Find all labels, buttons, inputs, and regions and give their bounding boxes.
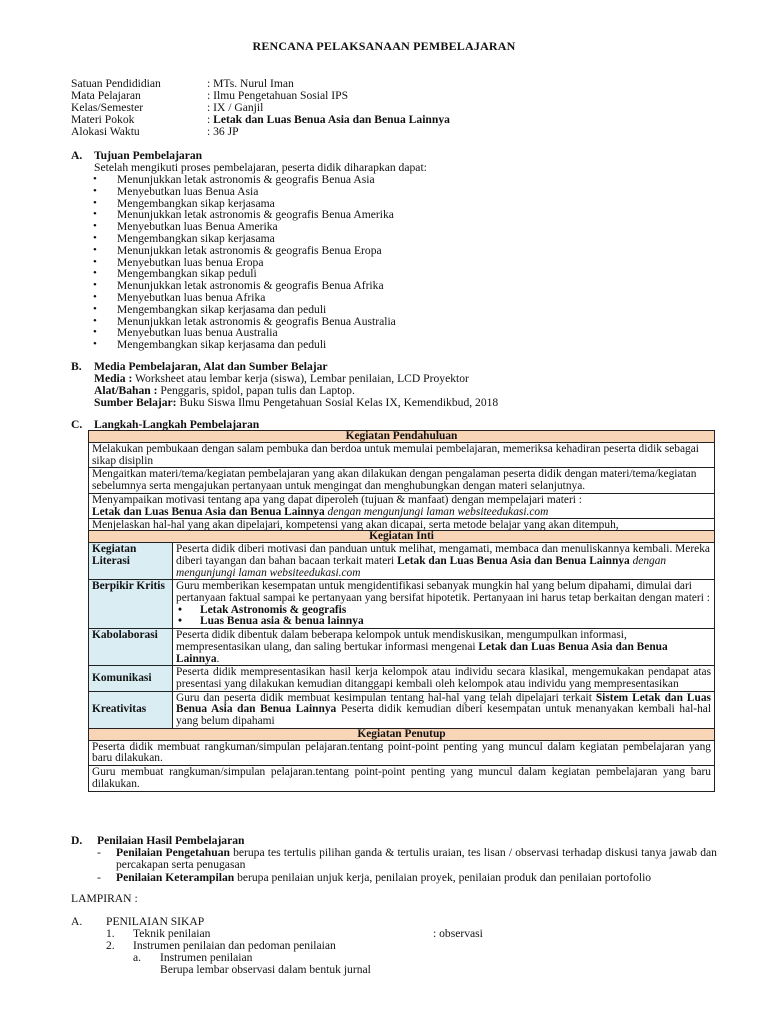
objective-item: • Mengembangkan sikap peduli: [93, 268, 396, 280]
objective-item: • Mengembangkan sikap kerjasama: [93, 198, 396, 210]
motivasi-link-text: dengan mengunjungi laman websiteedukasi.com: [324, 505, 549, 518]
lampiran-heading: LAMPIRAN :: [71, 892, 138, 905]
section-title: Penilaian Hasil Pembelajaran: [97, 834, 245, 847]
assessment-type: Penilaian Keterampilan: [116, 870, 235, 884]
objective-item: • Mengembangkan sikap kerjasama dan peduli: [93, 339, 396, 351]
penilaian-sikap-title: PENILAIAN SIKAP: [106, 915, 205, 928]
teknik-penilaian-label: Teknik penilaian: [133, 927, 211, 940]
objective-item: • Menyebutkan luas Benua Asia: [93, 186, 396, 198]
motivasi-row: [89, 493, 715, 518]
objective-item: • Menunjukkan letak astronomis & geografis Benua Afrika: [93, 280, 396, 292]
item-number: 2.: [106, 939, 115, 952]
objectives-list: [93, 174, 396, 351]
objective-item: • Mengembangkan sikap kerjasama: [93, 233, 396, 245]
identity-label: Kelas/Semester: [71, 101, 144, 114]
kreativitas-label: Kreativitas: [89, 691, 173, 728]
literasi-topic: Letak dan Luas Benua Asia dan Benua Lainnya: [397, 554, 630, 567]
media-label: Media :: [94, 372, 133, 385]
assessment-list: [97, 847, 717, 883]
alat-value: Penggaris, spidol, papan tulis dan Laptop.: [157, 384, 355, 397]
objective-item: • Menyebutkan luas benua Afrika: [93, 292, 396, 304]
section-letter: D.: [71, 834, 83, 847]
kreativitas-content: [173, 691, 715, 728]
section-letter: B.: [71, 360, 82, 373]
pendahuluan-header: Kegiatan Pendahuluan: [89, 431, 715, 443]
sub-item-letter: a.: [133, 951, 142, 964]
kolaborasi-text: Peserta didik dibentuk dalam beberapa kelompok untuk mendiskusikan, mengumpulkan informasi, mempresentasikan ulang, dan saling bertukar informasi mengenai: [176, 629, 627, 653]
kolaborasi-end: .: [216, 652, 220, 665]
alat-label: Alat/Bahan :: [94, 384, 158, 397]
section-a-intro: Setelah mengikuti proses pembelajaran, peserta didik diharapkan dapat:: [94, 161, 427, 174]
penutup-row: Peserta didik membuat rangkuman/simpulan pelajaran.tentang point-point penting yang muncul dalam kegiatan pembelajaran yang baru dilakukan.: [89, 740, 715, 765]
literasi-link-text: dengan mengunjungi laman websiteedukasi.com: [176, 554, 667, 579]
identity-label: Alokasi Waktu: [71, 125, 140, 138]
identity-label: Satuan Pendididian: [71, 77, 161, 90]
identity-value: : IX / Ganjil: [207, 101, 264, 114]
identity-label: Materi Pokok: [71, 113, 135, 126]
objective-item: • Mengembangkan sikap kerjasama dan peduli: [93, 304, 396, 316]
objective-item: • Menyebutkan luas Benua Amerika: [93, 221, 396, 233]
kritis-text: Guru memberikan kesempatan untuk mengidentifikasi sebanyak mungkin hal yang belum dipahami, dimulai dari pertanyaan faktual sampai ke pertanyaan yang bersifat hipotetik. Pertanyaan ini harus tetap berkaitan dengan materi :: [176, 580, 710, 605]
section-title: Langkah-Langkah Pembelajaran: [94, 418, 260, 431]
instrumen-desc: Berupa lembar observasi dalam bentuk jurnal: [160, 963, 371, 976]
identity-value: [207, 114, 450, 126]
kolaborasi-topic: Letak dan Luas Benua Asia dan Benua Lainnya: [176, 640, 668, 665]
identity-value: : Ilmu Pengetahuan Sosial IPS: [207, 89, 349, 102]
kritis-bullet: • Luas Benua asia & benua lainnya: [176, 616, 711, 628]
lampiran-letter: A.: [71, 915, 83, 928]
assessment-item: [97, 872, 717, 884]
identity-value: : MTs. Nurul Iman: [207, 77, 294, 90]
kritis-label: Berpikir Kritis: [89, 580, 173, 629]
kreativitas-end: Peserta didik kemudian diberi kesempatan untuk menanyakan kembali hal-hal yang belum dipahami: [176, 703, 712, 728]
identity-label: Mata Pelajaran: [71, 89, 141, 102]
objective-item: • Menyebutkan luas benua Australia: [93, 327, 396, 339]
document-title: RENCANA PELAKSANAAN PEMBELAJARAN: [252, 39, 516, 53]
instrumen-sub-label: Instrumen penilaian: [160, 951, 253, 964]
penutup-row: Guru membuat rangkuman/simpulan pelajaran.tentang point-point penting yang muncul dalam kegiatan pembelajaran yang baru dilakukan.: [89, 766, 715, 791]
section-letter: A.: [71, 149, 83, 162]
section-letter: C.: [71, 418, 83, 431]
sumber-label: Sumber Belajar:: [94, 396, 177, 409]
pendahuluan-last-text: Menjelaskan hal-hal yang akan dipelajari, kompetensi yang akan dicapai, serta metode belajar yang akan ditempuh,: [92, 520, 619, 531]
media-value: Worksheet atau lembar kerja (siswa), Lembar penilaian, LCD Proyektor: [132, 372, 469, 385]
sumber-line: [94, 397, 498, 409]
dash-marker: -: [97, 870, 101, 884]
kreativitas-text: Guru dan peserta didik membuat kesimpulan tentang hal-hal yang telah dipelajari terkait: [176, 691, 596, 704]
assessment-desc: berupa tes tertulis pilihan ganda & tertulis uraian, tes lisan / observasi terhadap diskusi tanya jawab dan percakapan serta penugasan: [116, 846, 717, 871]
penutup-header: Kegiatan Penutup: [89, 728, 715, 740]
pendahuluan-row: Mengaitkan materi/tema/kegiatan pembelajaran yang akan dilakukan dengan pengalaman peserta didik dengan materi/tema/kegiatan sebelumnya serta mengajukan pertanyaan untuk mengingat dan menghubungkan dengan materi selanjutnya.: [89, 468, 715, 493]
section-title: Tujuan Pembelajaran: [94, 149, 203, 162]
instrumen-label: Instrumen penilaian dan pedoman penilaian: [133, 939, 336, 952]
pendahuluan-row: Melakukan pembukaan dengan salam pembuka dan berdoa untuk memulai pembelajaran, memeriksa kehadiran peserta didik sebagai sikap disiplin: [89, 443, 715, 468]
section-title: Media Pembelajaran, Alat dan Sumber Belajar: [94, 360, 328, 373]
kritis-bullet: • Letak Astronomis & geografis: [176, 605, 711, 617]
assessment-desc: berupa penilaian unjuk kerja, penilaian proyek, penilaian produk dan penilaian portofolio: [234, 870, 652, 884]
objective-item: • Menunjukkan letak astronomis & geografis Benua Amerika: [93, 209, 396, 221]
learning-steps-table: [88, 430, 715, 792]
identity-colon: :: [207, 113, 214, 126]
inti-header: Kegiatan Inti: [89, 531, 715, 543]
literasi-text: Peserta didik diberi motivasi dan panduan untuk melihat, mengamati, membaca dan menuliskannya kembali. Mereka diberi tayangan dan bahan bacaan terkait materi: [176, 543, 710, 567]
komunikasi-label: Komunikasi: [89, 666, 173, 691]
assessment-item: [97, 847, 717, 871]
objective-item: • Menunjukkan letak astronomis & geografis Benua Australia: [93, 316, 396, 328]
motivasi-topic: Letak dan Luas Benua Asia dan Benua Lainnya: [92, 505, 325, 518]
literasi-content: [173, 543, 715, 580]
objective-item: • Menunjukkan letak astronomis & geografis Benua Eropa: [93, 245, 396, 257]
kolaborasi-label: Kabolaborasi: [89, 629, 173, 666]
objective-item: • Menyebutkan luas benua Eropa: [93, 257, 396, 269]
sumber-value: Buku Siswa Ilmu Pengetahuan Sosial Kelas IX, Kemendikbud, 2018: [176, 396, 499, 409]
motivasi-text: Menyampaikan motivasi tentang apa yang dapat diperoleh (tujuan & manfaat) dengan mempelajari materi :: [92, 493, 582, 506]
kolaborasi-content: [173, 629, 715, 666]
materi-pokok-value: Letak dan Luas Benua Asia dan Benua Lainnya: [213, 113, 450, 126]
dash-marker: -: [97, 846, 101, 859]
identity-value: : 36 JP: [207, 125, 239, 138]
pendahuluan-row: [89, 519, 715, 531]
item-number: 1.: [106, 927, 115, 940]
assessment-type: Penilaian Pengetahuan: [116, 846, 230, 859]
kritis-content: [173, 580, 715, 629]
objective-item: • Menunjukkan letak astronomis & geografis Benua Asia: [93, 174, 396, 186]
kreativitas-topic: Sistem Letak dan Luas Benua Asia dan Benua Lainnya: [176, 691, 711, 716]
literasi-label: Kegiatan Literasi: [89, 543, 173, 580]
teknik-penilaian-value: : observasi: [433, 927, 483, 940]
komunikasi-content: Peserta didik mempresentasikan hasil kerja kelompok atau individu secara klasikal, mengemukakan pendapat atas presentasi yang dilakukan kemudian ditanggapi kembali oleh kelompok atau individu yang mempresentasikan: [173, 666, 715, 691]
